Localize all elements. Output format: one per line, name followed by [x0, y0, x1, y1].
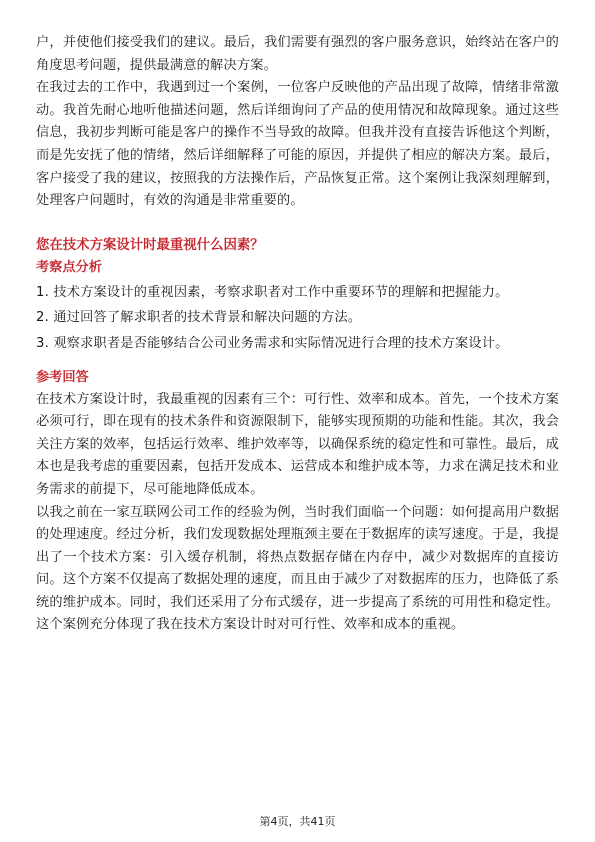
answer-paragraph: 在技术方案设计时，我最重视的因素有三个：可行性、效率和成本。首先，一个技术方案必须可行，即在现有的技术条件和资源限制下，能够实现预期的功能和性能。其次，我会关注方案的效率，包括运行效率、维护效率等，以确保系统的稳定性和可靠性。最后，成本也是我考虑的重要因素，包括开发成本、运营成本和维护成本等，力求在满足技术和业务需求的前提下，尽可能地降低成本。	[36, 391, 559, 497]
case-paragraph: 在我过去的工作中，我遇到过一个案例，一位客户反映他的产品出现了故障，情绪非常激动。我首先耐心地听他描述问题，然后详细询问了产品的使用情况和故障现象。通过这些信息，我初步判断可能是客户的操作不当导致的故障。但我并没有直接告诉他这个判断，而是先安抚了他的情绪，然后详细解释了可能的原因，并提供了相应的解决方案。最后，客户接受了我的建议，按照我的方法操作后，产品恢复正常。这个案例让我深刻理解到，处理客户问题时，有效的沟通是非常重要的。	[36, 80, 559, 209]
analysis-item: 3. 观察求职者是否能够结合公司业务需求和实际情况进行合理的技术方案设计。	[36, 335, 509, 351]
answer-example-paragraph: 以我之前在一家互联网公司工作的经验为例，当时我们面临一个问题：如何提高用户数据的处理速度。经过分析，我们发现数据处理瓶颈主要在于数据库的读写速度。于是，我提出了一个技术方案：引入缓存机制，将热点数据存储在内存中，减少对数据库的直接访问。这个方案不仅提高了数据处理的速度，而且由于减少了对数据库的压力，也降低了系统的维护成本。同时，我们还采用了分布式缓存，进一步提高了系统的可用性和稳定性。这个案例充分体现了我在技术方案设计时对可行性、效率和成本的重视。	[36, 504, 559, 633]
question-title: 您在技术方案设计时最重视什么因素？	[36, 237, 264, 253]
document-body	[36, 32, 559, 637]
intro-paragraph: 户，并使他们接受我们的建议。最后，我们需要有强烈的客户服务意识，始终站在客户的角度思考问题，提供最满意的解决方案。	[36, 35, 559, 73]
page-number: 第4页，共41页	[259, 815, 336, 828]
analysis-item: 2. 通过回答了解求职者的技术背景和解决问题的方法。	[36, 310, 362, 326]
analysis-item: 1. 技术方案设计的重视因素，考察求职者对工作中重要环节的理解和把握能力。	[36, 284, 509, 300]
answer-heading: 参考回答	[36, 369, 89, 385]
analysis-heading: 考察点分析	[36, 259, 102, 275]
